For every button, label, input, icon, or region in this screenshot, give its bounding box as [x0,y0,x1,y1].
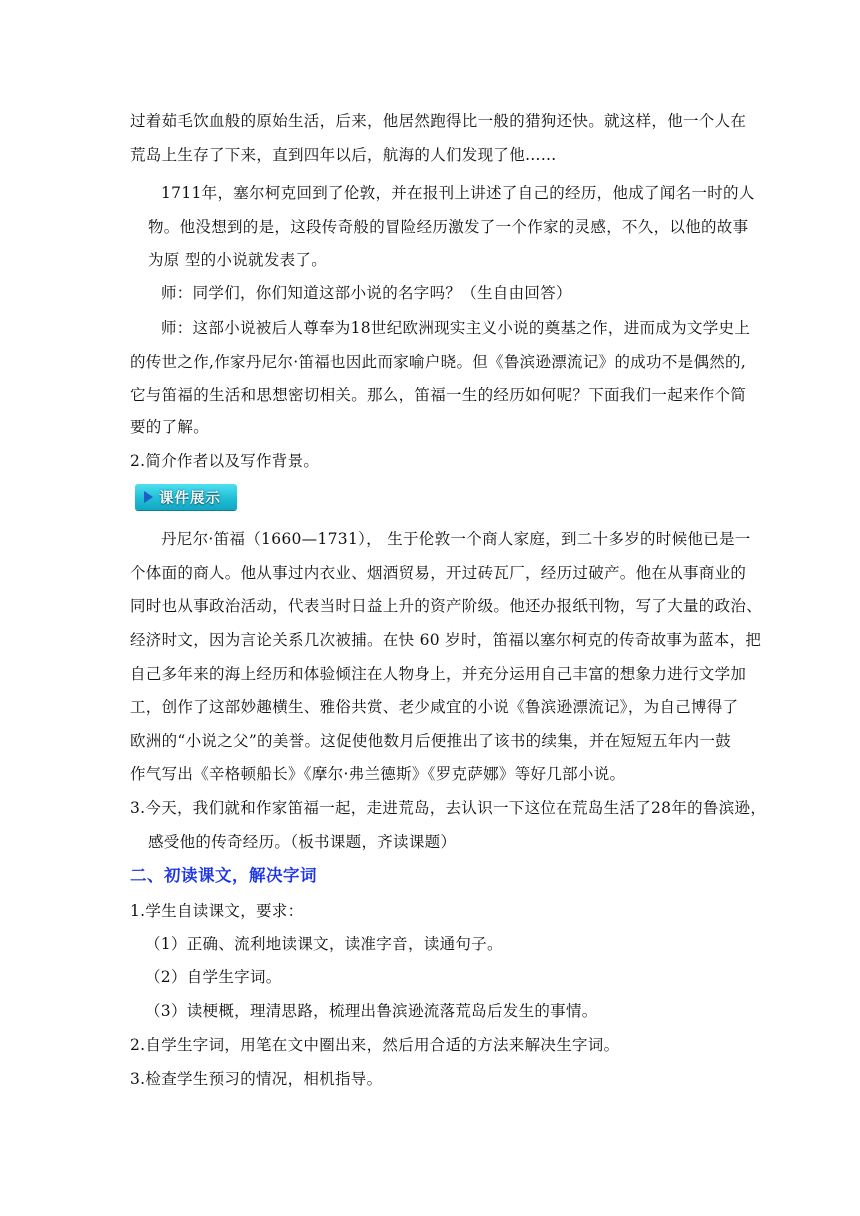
paragraph-line: 的传世之作,作家丹尼尔·笛福也因此而家喻户晓。但《鲁滨逊漂流记》的成功不是偶然的, [130,353,747,371]
paragraph-line: 过着茹毛饮血般的原始生活，后来，他居然跑得比一般的猎狗还快。就这样，他一个人在 [130,112,747,130]
paragraph-line: 它与笛福的生活和思想密切相关。那么，笛福一生的经历如何呢？下面我们一起来作个简 [130,386,747,404]
step-item: 3.今天，我们就和作家笛福一起，走进荒岛，去认识一下这位在荒岛生活了28年的鲁滨逊， [130,799,767,817]
sub-item: （2）自学生字词。 [145,968,282,986]
step-item: 3.检查学生预习的情况，相机指导。 [130,1070,383,1088]
author-bio-line: 经济时文，因为言论关系几次被捕。在快 60 岁时，笛福以塞尔柯克的传奇故事为蓝本，把 [130,631,762,649]
step-item: 2.简介作者以及写作背景。 [130,452,320,470]
step-item: 1.学生自读课文，要求： [130,902,304,920]
sub-item: （1）正确、流利地读课文，读准字音，读通句子。 [145,935,503,953]
courseware-badge [135,484,237,510]
author-bio-line: 自己多年来的海上经历和体验倾注在人物身上，并充分运用自己丰富的想象力进行文学加 [130,665,747,683]
badge-label: 课件展示 [159,490,221,507]
author-bio-line: 同时也从事政治活动，代表当时日益上升的资产阶级。他还办报纸刊物，写了大量的政治、 [130,597,763,615]
paragraph-line: 为原 型的小说就发表了。 [148,251,328,269]
author-bio-line: 丹尼尔·笛福（1660—1731）， 生于伦敦一个商人家庭，到二十多岁的时候他已是一 [161,530,751,548]
paragraph-line: 荒岛上生存了下来，直到四年以后，航海的人们发现了他…… [130,146,557,164]
step-item: 2.自学生字词，用笔在文中圈出来，然后用合适的方法来解决生字词。 [130,1036,620,1054]
sub-item: （3）读梗概，理清思路，梳理出鲁滨逊流落荒岛后发生的事情。 [145,1002,598,1020]
paragraph-line: 要的了解。 [130,418,210,436]
step-item: 感受他的传奇经历。（板书课题，齐读课题） [148,833,457,851]
paragraph-line: 1711年，塞尔柯克回到了伦敦，并在报刊上讲述了自己的经历，他成了闻名一时的人 [161,184,755,202]
paragraph-line: 物。他没想到的是，这段传奇般的冒险经历激发了一个作家的灵感，不久，以他的故事 [148,218,749,236]
play-triangle-icon [144,491,153,503]
teacher-line: 师：这部小说被后人尊奉为18世纪欧洲现实主义小说的奠基之作，进而成为文学史上 [161,319,751,337]
author-bio-line: 工，创作了这部妙趣横生、雅俗共赏、老少咸宜的小说《鲁滨逊漂流记》，为自己博得了 [130,698,739,716]
author-bio-line: 作气写出《辛格顿船长》《摩尔·弗兰德斯》《罗克萨娜》等好几部小说。 [130,765,626,783]
author-bio-line: 个体面的商人。他从事过内衣业、烟酒贸易，开过砖瓦厂，经历过破产。他在从事商业的 [130,564,747,582]
teacher-line: 师：同学们，你们知道这部小说的名字吗？（生自由回答） [161,284,572,302]
author-bio-line: 欧洲的“小说之父”的美誉。这促使他数月后便推出了该书的续集，并在短短五年内一鼓 [130,732,732,750]
section-heading: 二、初读课文，解决字词 [130,866,317,885]
